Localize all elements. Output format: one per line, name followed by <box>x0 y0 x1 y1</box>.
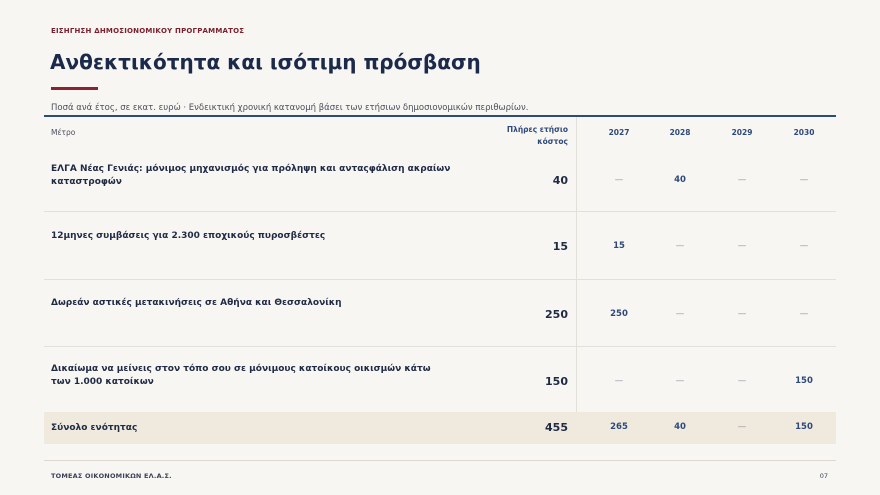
row-cell-2028: 40 <box>674 175 686 185</box>
row-cell-2029: — <box>737 376 747 386</box>
summary-row <box>44 412 836 444</box>
row-cell-2029: — <box>737 175 747 185</box>
row-total-cost: 150 <box>545 375 568 388</box>
summary-cell-2030: 150 <box>795 422 813 432</box>
page-number: 07 <box>819 472 828 480</box>
row-cell-2027: — <box>614 376 624 386</box>
table-row <box>44 146 836 212</box>
footer-organization: ΤΟΜΕΑΣ ΟΙΚΟΝΟΜΙΚΩΝ ΕΛ.Α.Σ. <box>51 472 172 480</box>
summary-total-cost: 455 <box>545 421 568 434</box>
row-total-cost: 40 <box>552 174 568 187</box>
row-cell-2030: 150 <box>795 376 813 386</box>
summary-cell-2027: 265 <box>610 422 628 432</box>
row-cell-2029: — <box>737 309 747 319</box>
summary-cell-2029: — <box>737 422 747 432</box>
row-measure-label: ΕΛΓΑ Νέας Γενιάς: μόνιμος μηχανισμός για πρόληψη και ανταςφάλιση ακραίων καταστροφών <box>51 164 451 187</box>
summary-cell-2028: 40 <box>674 422 686 432</box>
page-title: Ανθεκτικότητα και ισότιμη πρόσβαση <box>50 50 481 74</box>
column-header-2029: 2029 <box>731 128 753 137</box>
column-header-2028: 2028 <box>669 128 691 137</box>
title-underline <box>51 87 98 90</box>
row-measure-label: Δωρεάν αστικές μετακινήσεις σε Αθήνα και Θεσσαλονίκη <box>51 298 342 308</box>
row-total-cost: 15 <box>552 240 568 253</box>
row-cell-2030: — <box>799 309 809 319</box>
row-measure-label: Δικαίωμα να μείνεις στον τόπο σου σε μόνιμους κατοίκους οικισμών κάτω των 1.000 κατοίκων <box>51 364 431 387</box>
footer-rule <box>44 460 836 461</box>
table-row <box>44 280 836 347</box>
header-kicker: ΕΙΣΗΓΗΣΗ ΔΗΜΟΣΙΟΝΟΜΙΚΟΥ ΠΡΟΓΡΑΜΜΑΤΟΣ <box>51 27 245 35</box>
row-cell-2030: — <box>799 241 809 251</box>
row-cell-2029: — <box>737 241 747 251</box>
row-cell-2027: — <box>614 175 624 185</box>
column-header-2027: 2027 <box>608 128 630 137</box>
table-row <box>44 212 836 279</box>
row-cell-2028: — <box>675 241 685 251</box>
row-cell-2028: — <box>675 309 685 319</box>
summary-label: Σύνολο ενότητας <box>51 423 138 433</box>
row-cell-2027: 250 <box>610 309 628 319</box>
column-header-measure: Μέτρο <box>51 128 76 137</box>
row-cell-2028: — <box>675 376 685 386</box>
row-cell-2027: 15 <box>613 241 625 251</box>
row-cell-2030: — <box>799 175 809 185</box>
table-top-rule <box>44 115 836 117</box>
row-total-cost: 250 <box>545 308 568 321</box>
page-subtitle: Ποσά ανά έτος, σε εκατ. ευρώ · Ενδεικτική χρονική κατανομή βάσει των ετήσιων δημοσιονομικών περιθωρίων. <box>51 103 529 113</box>
row-measure-label: 12μηνες συμβάσεις για 2.300 εποχικούς πυροσβέστες <box>51 231 326 241</box>
table-row <box>44 347 836 412</box>
column-header-total: Πλήρες ετήσιο κόστος <box>506 125 568 146</box>
column-header-2030: 2030 <box>793 128 815 137</box>
